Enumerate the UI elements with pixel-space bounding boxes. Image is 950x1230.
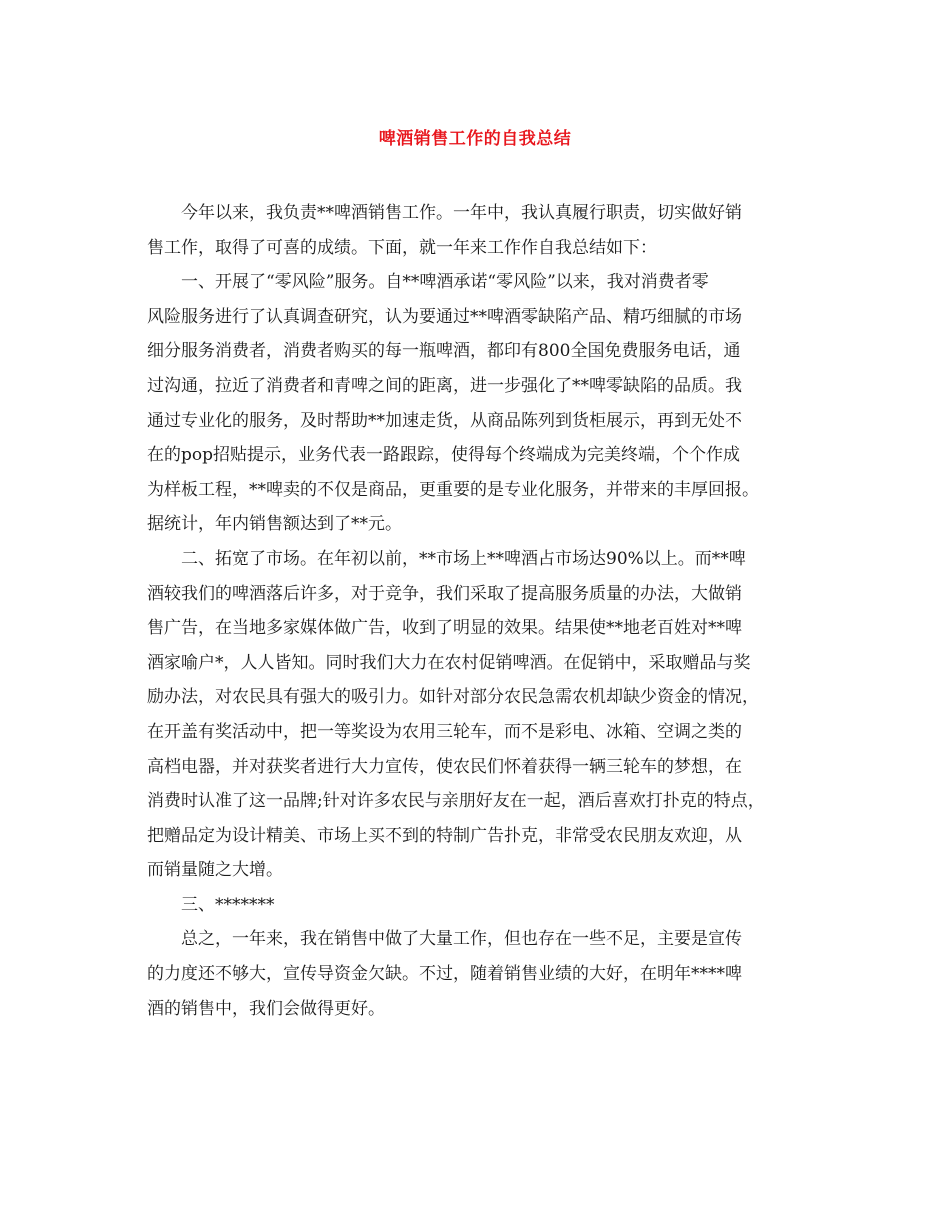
text-line: 把赠品定为设计精美、市场上买不到的特制广告扑克，非常受农民朋友欢迎，从	[147, 825, 742, 846]
text-line: 励办法，对农民具有强大的吸引力。如针对部分农民急需农机却缺少资金的情况，	[147, 687, 759, 708]
text-line: 酒较我们的啤酒落后许多，对于竞争，我们采取了提高服务质量的办法，大做销	[147, 583, 742, 604]
text-line: 在的pop招贴提示，业务代表一路跟踪，使得每个终端成为完美终端，个个作成	[147, 445, 740, 466]
text-line: 细分服务消费者，消费者购买的每一瓶啤酒，都印有800全国免费服务电话，通	[147, 341, 741, 362]
text-line: 三、*******	[181, 894, 275, 915]
text-line: 一、开展了“零风险”服务。自**啤酒承诺“零风险”以来，我对消费者零	[181, 272, 709, 293]
text-line: 消费时认准了这一品牌;针对许多农民与亲朋好友在一起，酒后喜欢打扑克的特点，	[147, 791, 765, 812]
document-body	[147, 196, 807, 1026]
text-line: 售广告，在当地多家媒体做广告，收到了明显的效果。结果使**地老百姓对**啤	[147, 618, 742, 639]
document-title: 啤酒销售工作的自我总结	[378, 129, 572, 149]
text-line: 高档电器，并对获奖者进行大力宣传，使农民们怀着获得一辆三轮车的梦想，在	[147, 756, 742, 777]
text-line: 为样板工程，**啤卖的不仅是商品，更重要的是专业化服务，并带来的丰厚回报。	[147, 479, 759, 500]
text-line: 而销量随之大增。	[147, 860, 283, 881]
text-line: 通过专业化的服务，及时帮助**加速走货，从商品陈列到货柜展示，再到无处不	[147, 410, 742, 431]
text-line: 的力度还不够大，宣传导资金欠缺。不过，随着销售业绩的大好，在明年****啤	[147, 964, 742, 985]
text-line: 风险服务进行了认真调查研究，认为要通过**啤酒零缺陷产品、精巧细腻的市场	[147, 306, 742, 327]
text-line: 二、拓宽了市场。在年初以前，**市场上**啤酒占市场达90%以上。而**啤	[181, 548, 746, 569]
text-line: 据统计，年内销售额达到了**元。	[147, 514, 402, 535]
text-line: 售工作，取得了可喜的成绩。下面，就一年来工作作自我总结如下：	[147, 237, 657, 258]
text-line: 总之，一年来，我在销售中做了大量工作，但也存在一些不足，主要是宣传	[181, 929, 742, 950]
text-line: 在开盖有奖活动中，把一等奖设为农用三轮车，而不是彩电、冰箱、空调之类的	[147, 721, 742, 742]
text-line: 今年以来，我负责**啤酒销售工作。一年中，我认真履行职责，切实做好销	[181, 203, 742, 223]
text-line: 酒的销售中，我们会做得更好。	[147, 998, 385, 1019]
text-line: 酒家喻户*，人人皆知。同时我们大力在农村促销啤酒。在促销中，采取赠品与奖	[147, 652, 751, 673]
text-line: 过沟通，拉近了消费者和青啤之间的距离，进一步强化了**啤零缺陷的品质。我	[147, 375, 742, 396]
